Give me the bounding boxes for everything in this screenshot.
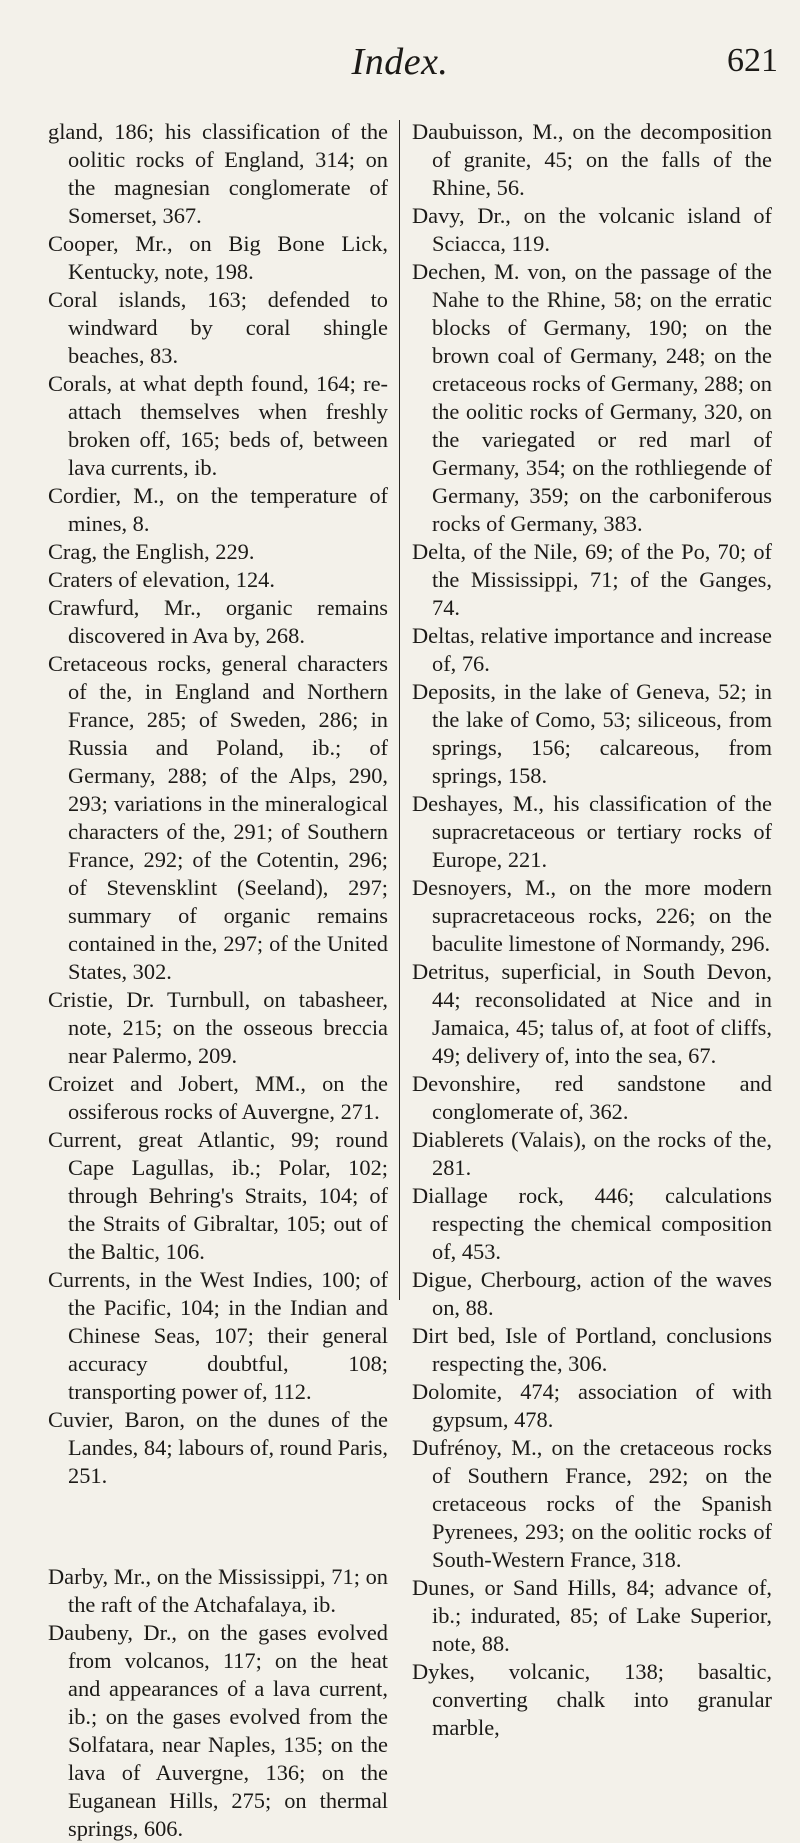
index-entry: Deposits, in the lake of Geneva, 52; in the lake of Como, 53; siliceous, from springs, 156; calcareous, from springs, 158. [412, 679, 772, 788]
index-entry: Deshayes, M., his classification of the supracretaceous or tertiary rocks of Europe, 221. [412, 791, 772, 872]
page-header [0, 40, 800, 110]
index-entry: Devonshire, red sandstone and conglomerate of, 362. [412, 1071, 772, 1124]
index-entry: Crag, the English, 229. [48, 539, 255, 564]
index-entry: Cooper, Mr., on Big Bone Lick, Kentucky, note, 198. [48, 231, 388, 284]
page-number: 621 [727, 42, 778, 79]
index-entry: Cretaceous rocks, general characters of the, in England and Northern France, 285; of Sweden, 286; in Russia and Poland, ib.; of Germany, 288; of the Alps, 290, 293; variations in the mineralogical characters of the, 291; of Southern France, 292; of the Cotentin, 296; of Stevensklint (Seeland), 297; summary of organic remains contained in the, 297; of the United States, 302. [48, 651, 388, 984]
index-entry: Dechen, M. von, on the passage of the Nahe to the Rhine, 58; on the erratic blocks of Germany, 190; on the brown coal of Germany, 248; on the cretaceous rocks of Germany, 288; on the oolitic rocks of Germany, 320, on the variegated or red marl of Germany, 354; on the rothliegende of Germany, 359; on the carboniferous rocks of Germany, 383. [412, 259, 772, 536]
index-entry: Cristie, Dr. Turnbull, on tabasheer, note, 215; on the osseous breccia near Palermo, 209. [48, 987, 388, 1068]
index-entry: gland, 186; his classification of the oolitic rocks of England, 314; on the magnesian conglomerate of Somerset, 367. [48, 119, 388, 228]
index-entry: Daubeny, Dr., on the gases evolved from volcanos, 117; on the heat and appearances of a lava current, ib.; on the gases evolved from the Solfatara, near Naples, 135; on the lava of Auvergne, 136; on the Euganean Hills, 275; on thermal springs, 606. [48, 1619, 388, 1841]
index-entry: Desnoyers, M., on the more modern supracretaceous rocks, 226; on the baculite limestone of Normandy, 296. [412, 875, 772, 956]
index-entry: Crawfurd, Mr., organic remains discovered in Ava by, 268. [48, 595, 388, 648]
index-entry: Currents, in the West Indies, 100; of the Pacific, 104; in the Indian and Chinese Seas, 107; their general accuracy doubtful, 108; transporting power of, 112. [48, 1267, 388, 1404]
index-entry: Cuvier, Baron, on the dunes of the Landes, 84; labours of, round Paris, 251. [48, 1407, 388, 1488]
index-entry: Detritus, superficial, in South Devon, 44; reconsolidated at Nice and in Jamaica, 45; talus of, at foot of cliffs, 49; delivery of, into the sea, 67. [412, 959, 772, 1068]
index-entry: Digue, Cherbourg, action of the waves on, 88. [412, 1267, 772, 1320]
index-entry: Dirt bed, Isle of Portland, conclusions respecting the, 306. [412, 1323, 772, 1376]
index-entry: Dolomite, 474; association of with gypsum, 478. [412, 1379, 772, 1432]
index-entry: Delta, of the Nile, 69; of the Po, 70; of the Mississippi, 71; of the Ganges, 74. [412, 539, 772, 620]
section-gap [48, 1512, 388, 1540]
index-entry: Coral islands, 163; defended to windward by coral shingle beaches, 83. [48, 287, 388, 368]
index-entry: Darby, Mr., on the Mississippi, 71; on the raft of the Atchafalaya, ib. [48, 1563, 388, 1617]
column-divider [399, 120, 400, 1300]
index-entry: Deltas, relative importance and increase of, 76. [412, 623, 772, 676]
left-column [48, 118, 388, 1843]
index-entry: Dunes, or Sand Hills, 84; advance of, ib.; indurated, 85; of Lake Superior, note, 88. [412, 1575, 772, 1656]
index-entry: Diablerets (Valais), on the rocks of the, 281. [412, 1127, 772, 1180]
index-entry: Current, great Atlantic, 99; round Cape Lagullas, ib.; Polar, 102; through Behring's Straits, 104; of the Straits of Gibraltar, 105; out of the Baltic, 106. [48, 1127, 388, 1264]
page-title: Index. [351, 41, 449, 83]
index-entry: Dufrénoy, M., on the cretaceous rocks of Southern France, 292; on the cretaceous rocks of the Spanish Pyrenees, 293; on the oolitic rocks of South-Western France, 318. [412, 1435, 772, 1572]
index-entry: Croizet and Jobert, MM., on the ossiferous rocks of Auvergne, 271. [48, 1071, 388, 1124]
index-entry: Corals, at what depth found, 164; re-attach themselves when freshly broken off, 165; beds of, between lava currents, ib. [48, 371, 388, 480]
index-entry: Cordier, M., on the temperature of mines, 8. [48, 483, 388, 536]
index-entry: Dykes, volcanic, 138; basaltic, converting chalk into granular marble, [412, 1659, 772, 1740]
right-column [412, 118, 772, 1742]
index-entry: Davy, Dr., on the volcanic island of Sciacca, 119. [412, 203, 772, 256]
index-entry: Daubuisson, M., on the decomposition of granite, 45; on the falls of the Rhine, 56. [412, 119, 772, 200]
index-entry: Craters of elevation, 124. [48, 567, 275, 592]
index-entry: Diallage rock, 446; calculations respecting the chemical composition of, 453. [412, 1183, 772, 1264]
